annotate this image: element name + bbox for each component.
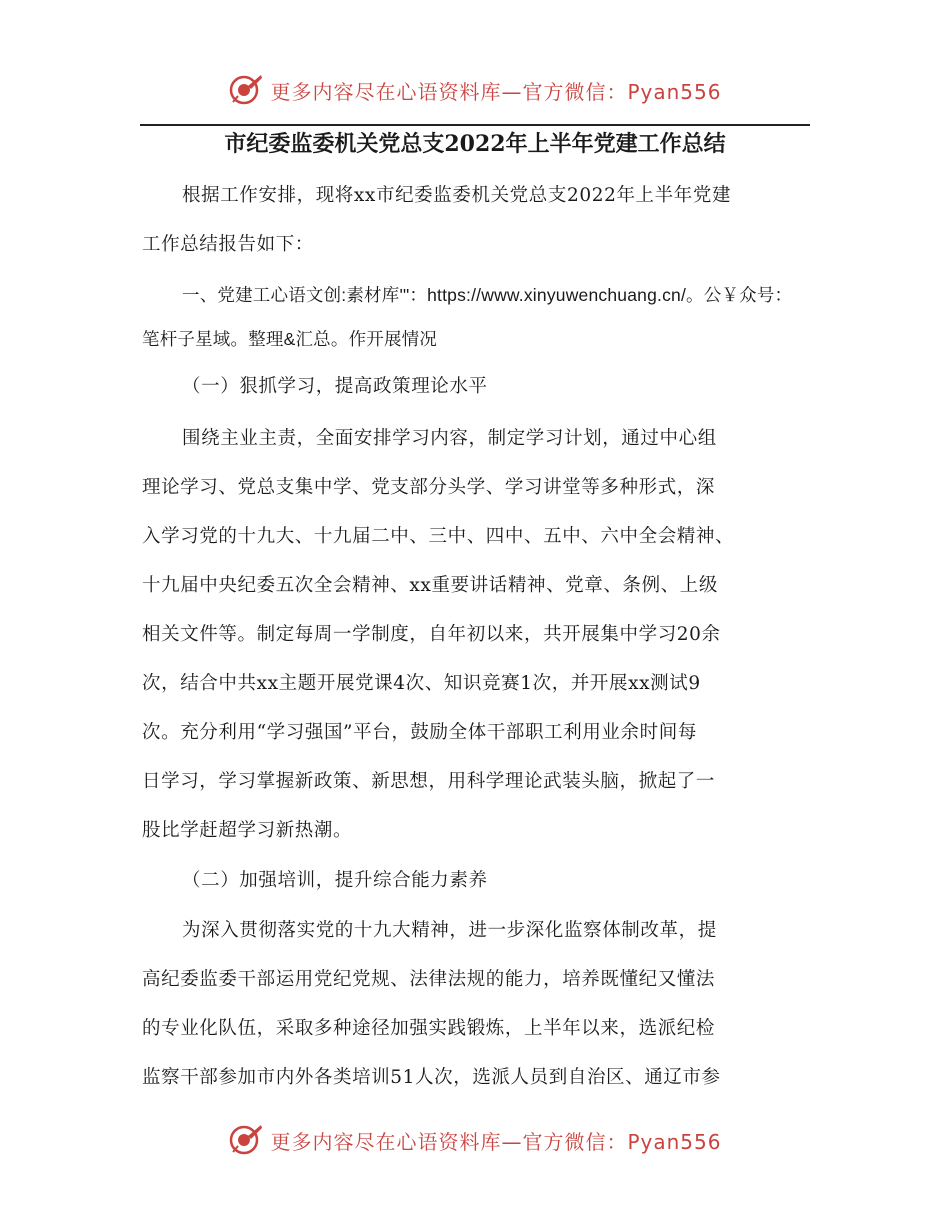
paragraph-line: 次。充分利用“学习强国”平台，鼓励全体干部职工利用业余时间每 — [142, 722, 697, 743]
paragraph-line: 高纪委监委干部运用党纪党规、法律法规的能力，培养既懂纪又懂法 — [142, 969, 716, 990]
footer-watermark-banner — [0, 1120, 950, 1160]
footer-watermark-text: 更多内容尽在心语资料库—官方微信：Pyan556 — [270, 1129, 722, 1154]
header-watermark-text: 更多内容尽在心语资料库—官方微信：Pyan556 — [270, 79, 722, 104]
subsection-heading: （二）加强培训，提升综合能力素养 — [182, 870, 488, 891]
paragraph-line: 的专业化队伍，采取多种途径加强实践锻炼，上半年以来，选派纪检 — [142, 1018, 716, 1039]
paragraph-line: 工作总结报告如下： — [142, 234, 314, 255]
paragraph-line: 为深入贯彻落实党的十九大精神，进一步深化监察体制改革，提 — [182, 920, 717, 941]
paragraph-line: 理论学习、党总支集中学、党支部分头学、学习讲堂等多种形式，深 — [142, 477, 716, 498]
document-title: 市纪委监委机关党总支2022年上半年党建工作总结 — [224, 131, 726, 157]
paragraph-line: 日学习，学习掌握新政策、新思想，用科学理论武装头脑，掀起了一 — [142, 771, 716, 792]
paragraph-line: 监察干部参加市内外各类培训51人次，选派人员到自治区、通辽市参 — [142, 1067, 721, 1088]
paragraph-line: 十九届中央纪委五次全会精神、xx重要讲话精神、党章、条例、上级 — [142, 575, 718, 596]
brand-logo-icon — [228, 72, 264, 108]
paragraph-line: 次，结合中共xx主题开展党课4次、知识竞赛1次，并开展xx测试9 — [142, 673, 701, 694]
paragraph-line: 股比学赶超学习新热潮。 — [142, 820, 353, 841]
paragraph-line: 入学习党的十九大、十九届二中、三中、四中、五中、六中全会精神、 — [142, 526, 735, 547]
subsection-heading: （一）狠抓学习，提高政策理论水平 — [182, 376, 488, 397]
header-watermark-banner — [0, 70, 950, 110]
header-divider — [140, 124, 810, 126]
paragraph-line: 相关文件等。制定每周一学制度，自年初以来，共开展集中学习20余 — [142, 624, 721, 645]
paragraph-line: 围绕主业主责，全面安排学习内容，制定学习计划，通过中心组 — [182, 428, 717, 449]
section-heading-line: 一、党建工心语文创:素材库'"：https://www.xinyuwenchuang.cn/。公￥众号： — [182, 285, 793, 305]
brand-logo-icon — [228, 1122, 264, 1158]
paragraph-line: 根据工作安排，现将xx市纪委监委机关党总支2022年上半年党建 — [182, 185, 732, 206]
section-heading-line: 笔杆子星域。整理&汇总。作开展情况 — [142, 329, 438, 349]
